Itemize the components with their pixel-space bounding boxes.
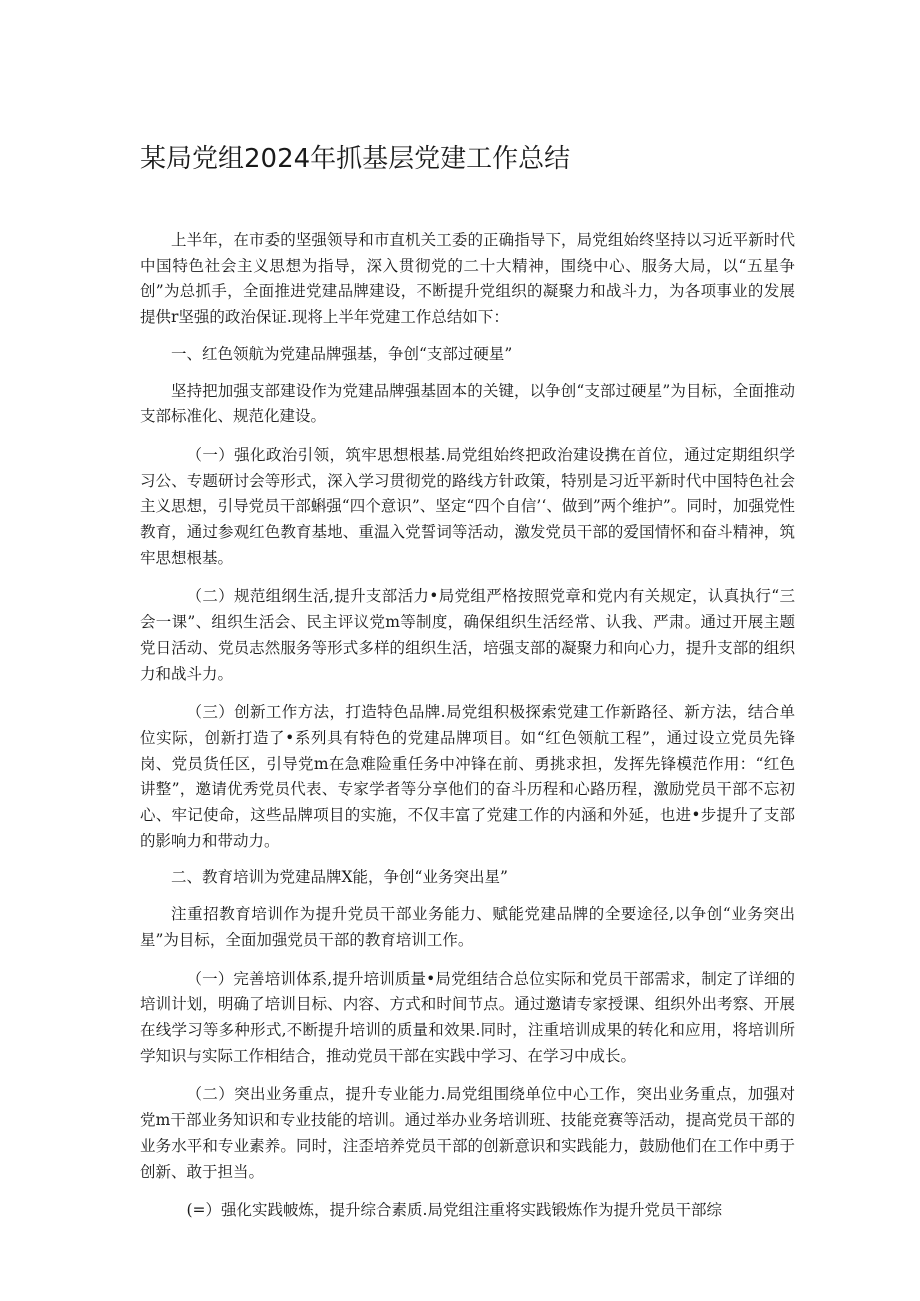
section-heading-1: 一、红色领航为党建品牌强基，争创“支部过硬星” <box>171 344 513 363</box>
section-2-item-1-paragraph: （一）完善培训体系,提升培训质量•局党组结合总位实际和党员干部需求，制定了详细的培训计划，明确了培训目标、内容、方式和时间节点。通过邀请专家授课、组织外出考察、开展在线学习等多种形式,不断提升培训的质量和效果.同时，注重培训成果的转化和应用，将培训所学知识与实际工作相结合，推动党员干部在实践中学习、在学习中成长。 <box>140 969 795 1065</box>
section-1-item-3-paragraph: （三）创新工作方法，打造特色品牌.局党组积极探索党建工作新路径、新方法，结合单位实际，创新打造了•系列具有特色的党建品牌项目。如“红色领航工程”，通过设立党员先锋岗、党员货任区，引导党m在急难险重任务中冲锋在前、勇挑求担，发挥先锋模范作用：“红色讲整”，邀请优秀党员代表、专家学者等分享他们的奋斗历程和心路历程，激励党员干部不忘初心、牢记使命，这些品牌项目的实施，不仅丰富了党建工作的内涵和外延，也进•步提升了支部的影响力和带动力。 <box>140 703 795 850</box>
section-2-item-3-paragraph: (=）强化实践帔炼，提升综合素质.局党组注重将实践锻炼作为提升党员干部综 <box>186 1201 722 1220</box>
section-2-item-2-paragraph: （二）突出业务重点，提升专业能力.局党组围绕单位中心工作，突出业务重点，加强对党m干部业务知识和专业技能的培训。通过举办业务培训班、技能竞赛等活动，提高党员干部的业务水平和专业素养。同时，注歪培养党员干部的创新意识和实践能力，鼓励他们在工作中勇于创新、敢于担当。 <box>140 1085 795 1181</box>
document-title: 某局党组2024年抓基层党建工作总结 <box>140 144 571 174</box>
section-heading-2: 二、教育培训为党建品牌X能，争创“业务突出星” <box>171 868 508 887</box>
section-2-intro-paragraph: 注重招教育培训作为提升党员干部业务能力、赋能党建品牌的全要途径,以争创“业务突出星”为目标，全面加强党员干部的教育培训工作。 <box>140 905 795 949</box>
section-1-item-2-paragraph: （二）规范组纲生活,提升支部活力•局党组严格按照党章和党内有关规定，认真执行“三会一课”、组织生活会、民主评议党m等制度，确保组织生活经常、认我、严肃。通过开展主题党日活动、党员志然服务等形式多样的组织生活，培强支部的凝聚力和向心力，提升支部的组织力和战斗力。 <box>140 587 795 683</box>
intro-paragraph: 上半年，在市委的坚强领导和市直机关工委的正确指导下，局党组始终坚持以习近平新时代中国特色社会主义思想为指导，深入贯彻党的二十大精神，围绕中心、服务大局，以“五星争创”为总抓手，全面推进党建品牌建设，不断提升党组织的凝聚力和战斗力，为各项事业的发展提供r坚强的政治保证.现将上半年党建工作总结如下： <box>140 231 795 327</box>
section-1-item-1-paragraph: （一）强化政治引领，筑牢思想根基.局党组始终把政治建设携在首位，通过定期组织学习公、专题研讨会等形式，深入学习贯彻党的路线方针政策，特别是习近平新时代中国特色社会主义思想，引导党员干部蝌强“四个意识”、坚定“四个自信’‘、做到”两个维护”。同时，加强党性教育，通过参观红色教育基地、重温入党誓词等活动，激发党员干部的爱国情怀和奋斗精神，筑牢思想根基。 <box>140 445 795 567</box>
section-1-intro-paragraph: 坚持把加强支部建设作为党建品牌强基固本的关键，以争创“支部过硬星”为目标，全面推动支部标准化、规范化建设。 <box>140 381 795 426</box>
document-body <box>140 228 795 1224</box>
